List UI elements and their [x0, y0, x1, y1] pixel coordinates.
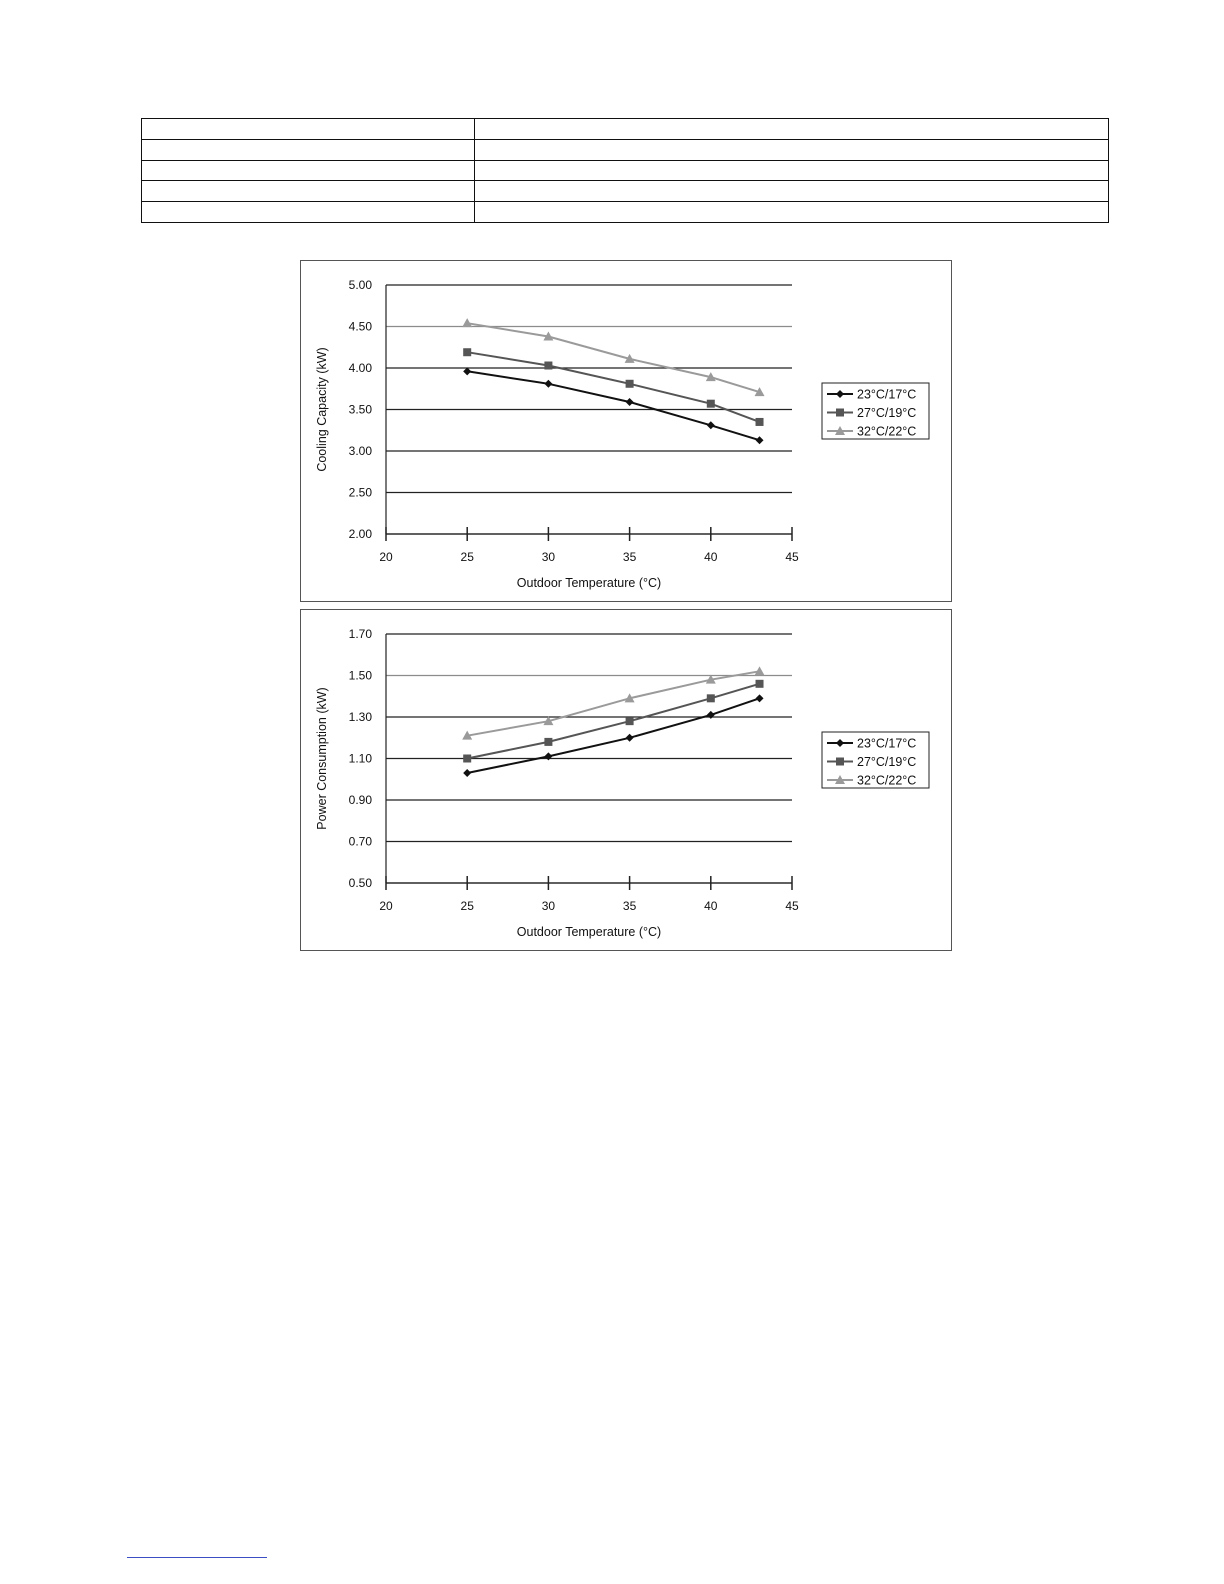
y-tick-label: 2.50	[348, 485, 372, 500]
data-point	[626, 734, 634, 742]
y-tick-label: 1.70	[348, 627, 372, 641]
data-point	[756, 694, 764, 702]
table-cell	[142, 119, 475, 140]
table-cell	[142, 160, 475, 181]
table-cell	[142, 202, 475, 223]
data-point	[755, 666, 765, 675]
table-row	[142, 202, 1109, 223]
data-point	[544, 738, 552, 746]
table-row	[142, 160, 1109, 181]
series-line-27°C/19°C	[467, 684, 759, 759]
x-axis-title: Outdoor Temperature (°C)	[516, 925, 662, 939]
y-tick-label: 4.00	[348, 361, 372, 375]
y-tick-label: 0.90	[348, 793, 372, 807]
y-tick-label: 4.50	[348, 319, 372, 334]
legend-label: 32°C/22°C	[857, 773, 917, 788]
x-tick-label: 20	[379, 899, 393, 913]
legend-label: 27°C/19°C	[857, 755, 917, 769]
table-row	[142, 139, 1109, 160]
series-line-27°C/19°C	[467, 352, 759, 422]
y-tick-label: 1.50	[348, 668, 372, 683]
data-point	[626, 717, 634, 725]
x-tick-label: 30	[541, 899, 556, 913]
y-axis-title: Power Consumption (kW)	[315, 687, 329, 830]
y-tick-label: 5.00	[348, 278, 372, 292]
y-tick-label: 3.00	[348, 444, 372, 458]
data-point	[463, 755, 471, 763]
table-cell	[475, 202, 1109, 223]
table-cell	[142, 181, 475, 202]
footnote-rule	[127, 1557, 267, 1558]
y-tick-label: 1.10	[348, 751, 372, 766]
data-point	[462, 318, 472, 327]
y-tick-label: 0.50	[348, 876, 372, 890]
data-point	[707, 421, 715, 429]
legend-label: 23°C/17°C	[857, 387, 917, 402]
legend-marker	[836, 758, 844, 766]
y-tick-label: 1.30	[348, 710, 372, 724]
x-axis-title: Outdoor Temperature (°C)	[516, 576, 662, 590]
data-point	[756, 418, 764, 426]
power-consumption-chart-svg	[301, 610, 951, 950]
table-cell	[475, 181, 1109, 202]
cooling-capacity-chart-svg	[301, 261, 951, 601]
x-tick-label: 30	[541, 550, 556, 564]
x-tick-label: 45	[785, 899, 799, 913]
table-row	[142, 181, 1109, 202]
legend-label: 23°C/17°C	[857, 736, 917, 751]
table-row	[142, 119, 1109, 140]
x-tick-label: 35	[622, 550, 637, 564]
data-point	[544, 380, 552, 388]
table-cell	[142, 139, 475, 160]
cooling-capacity-chart	[300, 260, 952, 602]
x-tick-label: 35	[622, 899, 637, 913]
data-point	[756, 436, 764, 444]
x-tick-label: 40	[704, 899, 718, 913]
data-point	[463, 348, 471, 356]
data-point	[544, 752, 552, 760]
power-consumption-chart	[300, 609, 952, 951]
data-point	[626, 398, 634, 406]
data-point	[756, 680, 764, 688]
data-point	[707, 400, 715, 408]
data-point	[707, 711, 715, 719]
legend-label: 32°C/22°C	[857, 424, 917, 439]
series-line-23°C/17°C	[467, 698, 759, 773]
data-point	[463, 769, 471, 777]
series-line-32°C/22°C	[467, 323, 759, 392]
data-point	[707, 694, 715, 702]
x-tick-label: 40	[704, 550, 718, 564]
legend-label: 27°C/19°C	[857, 406, 917, 420]
spec-table	[141, 118, 1109, 223]
legend	[822, 383, 929, 439]
table-cell	[475, 119, 1109, 140]
x-tick-label: 45	[785, 550, 799, 564]
x-tick-label: 20	[379, 550, 393, 564]
data-point	[544, 362, 552, 370]
table-cell	[475, 139, 1109, 160]
x-tick-label: 25	[460, 550, 474, 564]
y-axis-title: Cooling Capacity (kW)	[315, 347, 329, 472]
y-tick-label: 3.50	[348, 402, 372, 417]
legend-marker	[836, 409, 844, 417]
x-tick-label: 25	[460, 899, 474, 913]
table-cell	[475, 160, 1109, 181]
data-point	[626, 380, 634, 388]
y-tick-label: 2.00	[348, 527, 372, 541]
legend	[822, 732, 929, 788]
y-tick-label: 0.70	[348, 834, 372, 849]
